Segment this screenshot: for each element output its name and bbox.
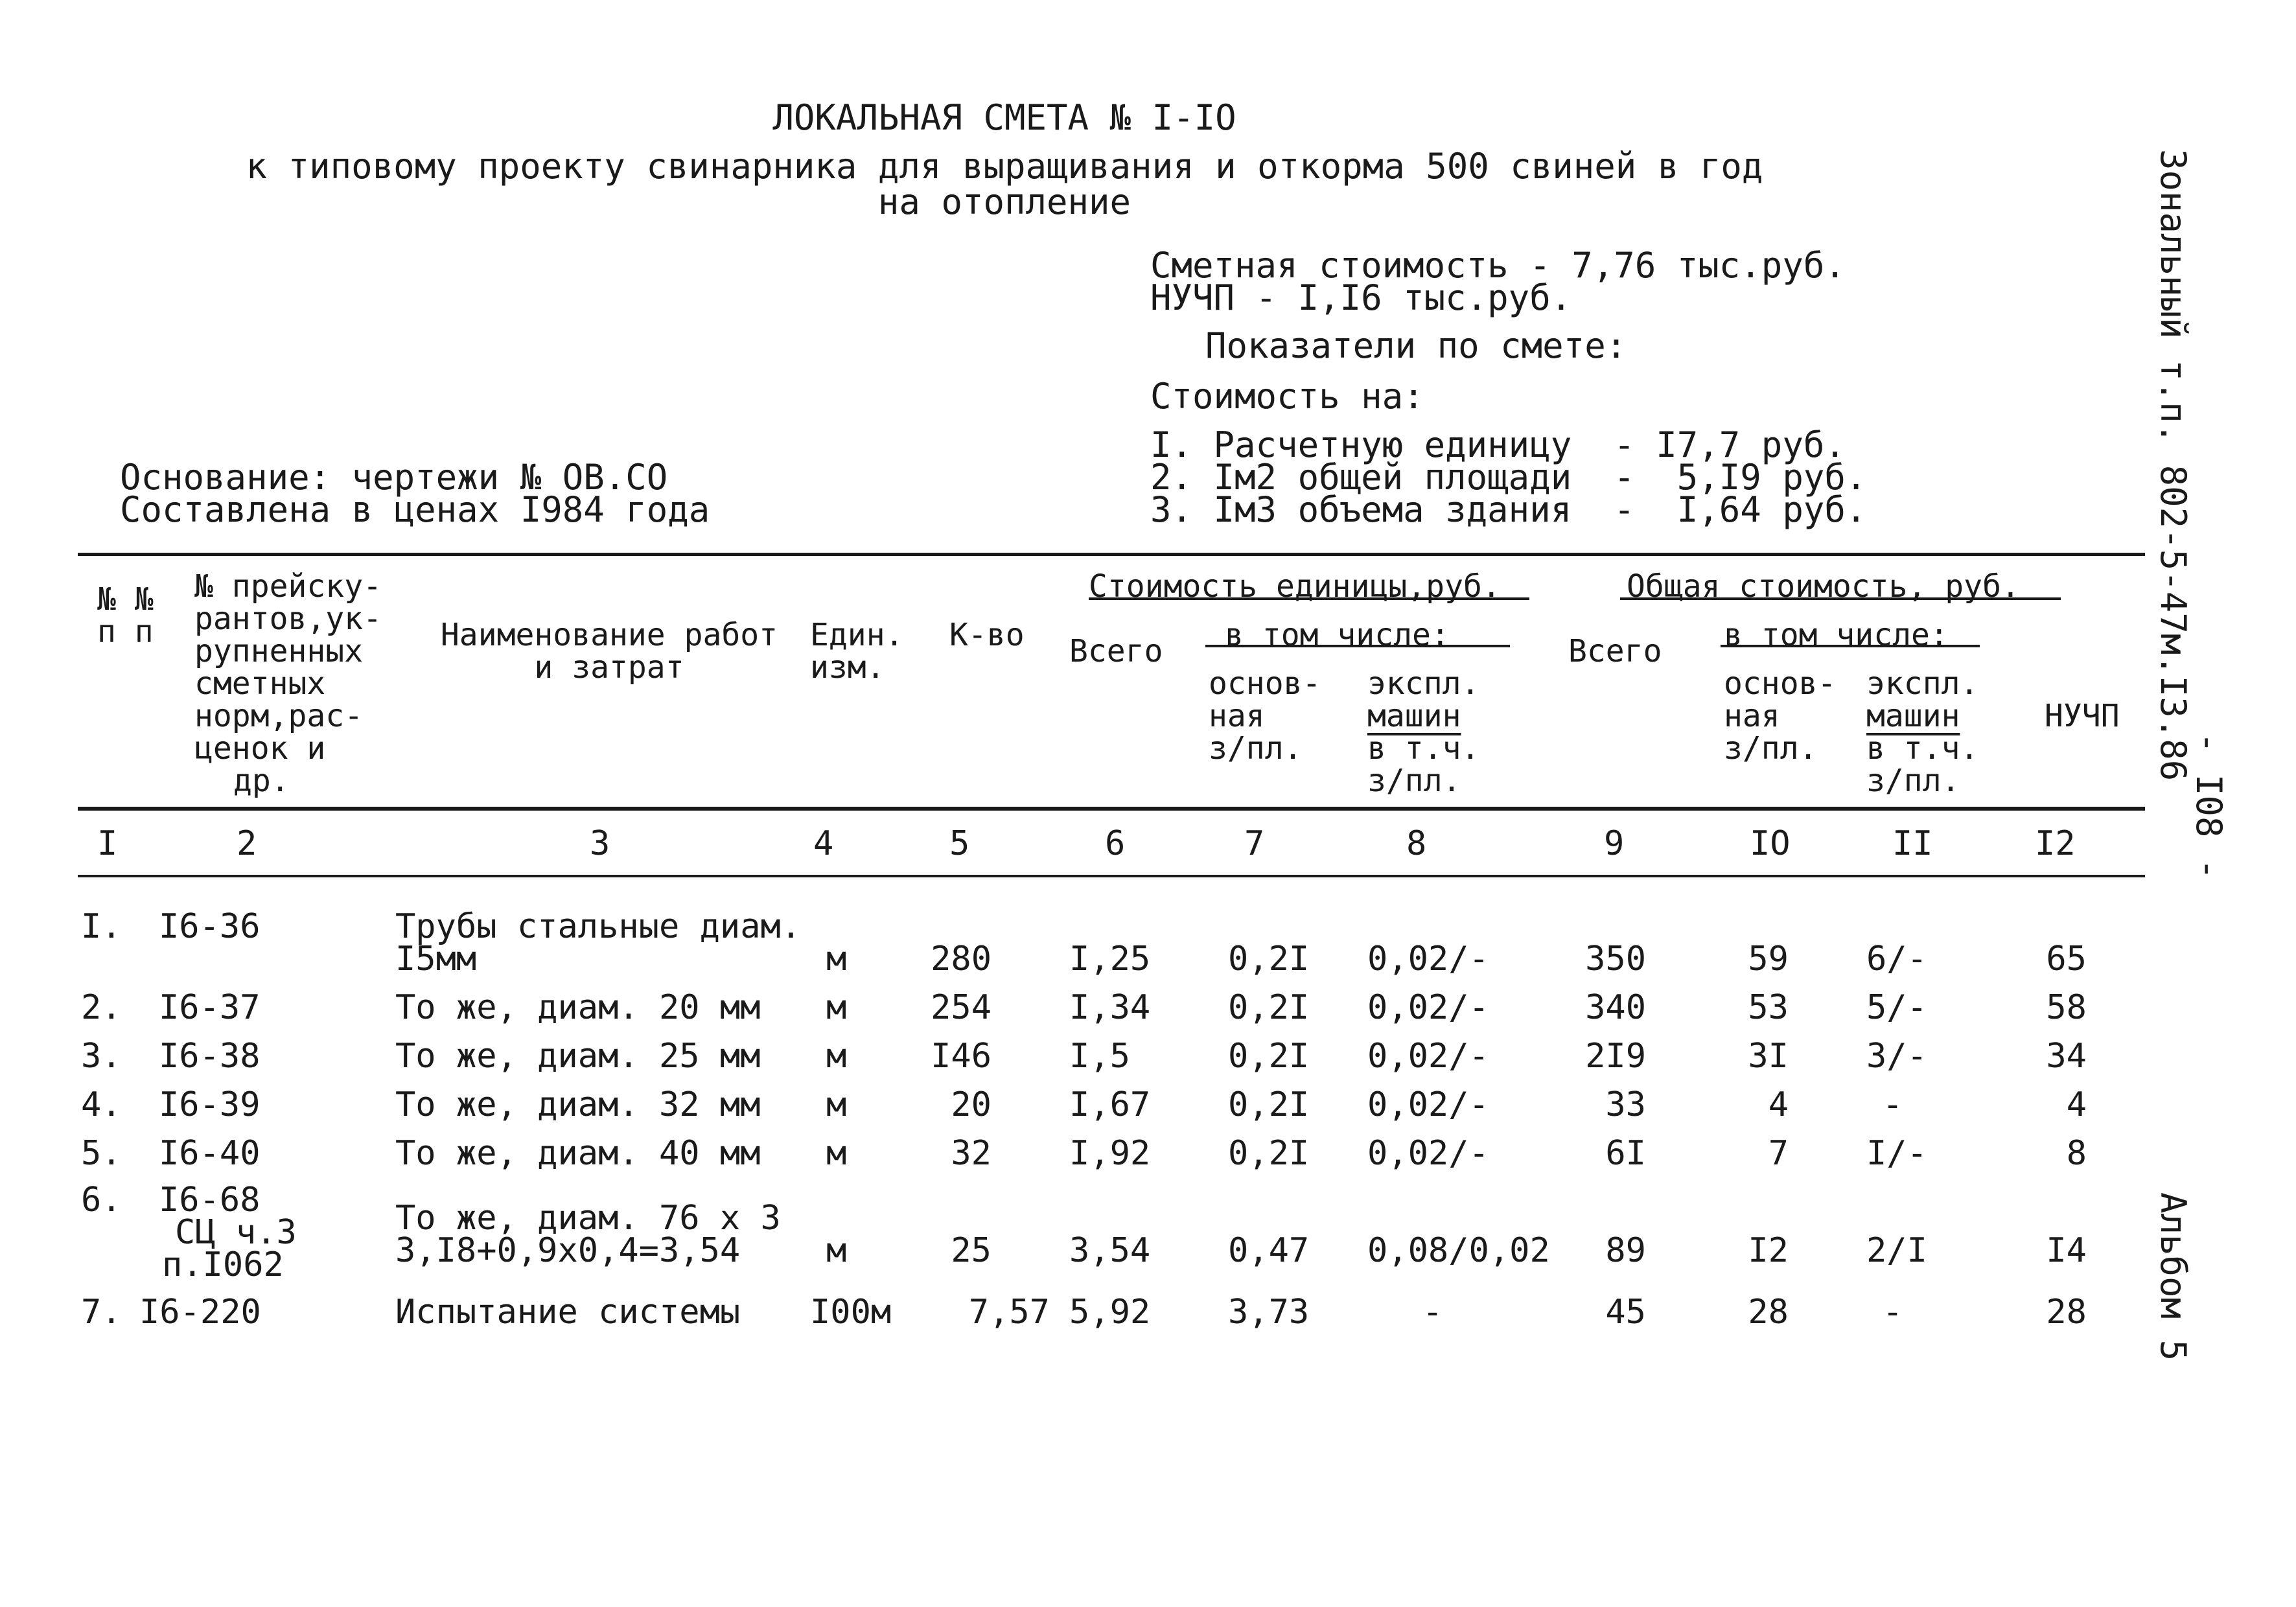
row-unit-total: I,67 [1069,1085,1151,1124]
row-unit: м [826,1134,847,1173]
header-total-incl: в том числе: [1724,617,1949,653]
row-total-machines: 5/- [1866,988,1927,1027]
row-unit-basic: 0,2I [1228,1037,1310,1076]
column-number: 2 [237,824,257,863]
document-subtitle: к типовому проекту свинарника для выращивания и откорма 500 свиней в год [246,146,1763,187]
row-unit-total: 5,92 [1069,1293,1151,1332]
row-total-basic: 3I [1748,1037,1789,1076]
row-quantity: 20 [951,1085,991,1124]
column-number: 8 [1406,824,1427,863]
row-number: 3. [81,1037,122,1076]
document-subtitle-purpose: на отопление [877,181,1131,222]
row-unit-total: I,25 [1069,940,1151,978]
row-price-code: I6-38 [159,1037,261,1076]
row-work-name: То же, диам. 20 мм [395,988,761,1027]
row-price-code: I6-40 [159,1134,261,1173]
header-total-machines: экспл. машин в т.ч. з/пл. [1866,665,1979,799]
row-unit-basic: 0,2I [1228,988,1310,1027]
header-quantity: К-во [949,617,1025,653]
row-unit-machines: 0,02/- [1367,988,1489,1027]
row-work-name: То же, диам. 32 мм [395,1085,761,1124]
column-number: 6 [1105,824,1126,863]
row-unit-basic: 0,2I [1228,1134,1310,1173]
row-unit-total: 3,54 [1069,1231,1151,1270]
row-quantity: 7,57 [968,1293,1050,1332]
row-unit-total: I,34 [1069,988,1151,1027]
row-total: 2I9 [1585,1037,1646,1076]
row-unit-basic: 0,2I [1228,1085,1310,1124]
column-number: 9 [1604,824,1625,863]
row-quantity: 25 [951,1231,991,1270]
document-title: ЛОКАЛЬНАЯ СМЕТА № I-IO [772,97,1236,138]
row-total: 45 [1605,1293,1646,1332]
margin-project-code: Зональный т.п. 802-5-47м.I3.86 [2153,149,2194,781]
basis-drawings: Основание: чертежи № ОВ.СО [120,457,668,498]
header-unit-cost-group: Стоимость единицы,руб. [1089,568,1501,605]
row-unit-machines: 0,02/- [1367,1037,1489,1076]
row-total-basic: 4 [1768,1085,1789,1124]
row-unit: I00м [810,1293,892,1332]
row-quantity: 254 [931,988,991,1027]
row-number: 5. [81,1134,122,1173]
row-total: 33 [1605,1085,1646,1124]
row-unit-total: I,5 [1069,1037,1130,1076]
row-nuchp: 8 [2066,1134,2087,1173]
row-price-code-ref: п.I062 [162,1245,284,1284]
row-quantity: 32 [951,1134,991,1173]
header-bottom-rule [78,807,2145,811]
column-numbers-rule [78,875,2145,877]
album-label: Альбом 5 [2153,1192,2194,1361]
row-total-machines: 6/- [1866,940,1927,978]
row-unit-machines: 0,08/0,02 [1367,1231,1550,1270]
header-total-basic: основ- ная з/пл. [1724,665,1837,767]
estimated-cost: Сметная стоимость - 7,76 тыс.руб. [1150,245,1846,286]
header-price-code: № прейску- рантов,ук- рупненных сметных норм,рас- ценок и др. [194,568,382,799]
row-price-code: I6-37 [159,988,261,1027]
row-work-name: То же, диам. 25 мм [395,1037,761,1076]
row-nuchp: 28 [2046,1293,2087,1332]
row-number: I. [81,907,122,946]
row-quantity: I46 [931,1037,991,1076]
basis-prices: Составлена в ценах I984 года [120,489,710,530]
row-unit: м [826,1231,847,1270]
header-nuchp: НУЧП [2045,698,2120,734]
row-price-code-ref: СЦ ч.3 [175,1213,297,1252]
row-unit-total: I,92 [1069,1134,1151,1173]
column-number: 7 [1244,824,1265,863]
row-unit-machines: - [1422,1293,1443,1332]
row-total: 340 [1585,988,1646,1027]
row-total-machines: I/- [1866,1134,1927,1173]
column-number: 4 [813,824,834,863]
row-unit-machines: 0,02/- [1367,1134,1489,1173]
row-nuchp: 34 [2046,1037,2087,1076]
cost-for-label: Стоимость на: [1150,376,1424,417]
row-total-basic: 28 [1748,1293,1789,1332]
row-total: 350 [1585,940,1646,978]
nuchp-total: НУЧП - I,I6 тыс.руб. [1150,277,1572,318]
column-number: I2 [2035,824,2076,863]
row-unit-basic: 3,73 [1228,1293,1310,1332]
column-number: I [97,824,118,863]
header-unit: Един. изм. [810,617,904,686]
row-total: 89 [1605,1231,1646,1270]
row-nuchp: I4 [2046,1231,2087,1270]
row-unit: м [826,1037,847,1076]
header-total-total: Всего [1568,633,1662,669]
row-work-name: То же, диам. 76 х 3 [395,1199,781,1238]
column-number: IO [1750,824,1791,863]
row-price-code: I6-39 [159,1085,261,1124]
column-number: 3 [590,824,610,863]
header-unit-basic: основ- ная з/пл. [1209,665,1321,767]
row-price-code: I6-36 [159,907,261,946]
row-work-name: Испытание системы [395,1293,741,1332]
row-unit-machines: 0,02/- [1367,1085,1489,1124]
row-number: 2. [81,988,122,1027]
row-unit-basic: 0,2I [1228,940,1310,978]
row-work-name: 3,I8+0,9х0,4=3,54 [395,1231,741,1270]
indicator-item: 2. Iм2 общей площади - 5,I9 руб. [1150,457,1867,498]
row-unit-basic: 0,47 [1228,1231,1310,1270]
row-total-basic: I2 [1748,1231,1789,1270]
table-top-rule [78,553,2145,556]
indicators-heading: Показатели по смете: [1205,325,1627,366]
row-unit: м [826,1085,847,1124]
row-work-name: I5мм [395,940,477,978]
column-number: 5 [949,824,970,863]
indicator-item: 3. Iм3 объема здания - I,64 руб. [1150,489,1867,530]
row-nuchp: 65 [2046,940,2087,978]
row-unit: м [826,988,847,1027]
row-total-machines: - [1883,1293,1903,1332]
row-nuchp: 58 [2046,988,2087,1027]
header-unit-machines: экспл. машин в т.ч. з/пл. [1367,665,1480,799]
row-quantity: 280 [931,940,991,978]
row-unit-machines: 0,02/- [1367,940,1489,978]
indicator-item: I. Расчетную единицу - I7,7 руб. [1150,424,1846,465]
row-number: 7. [81,1293,122,1332]
row-unit: м [826,940,847,978]
row-total: 6I [1605,1134,1646,1173]
header-total-cost-group: Общая стоимость, руб. [1627,568,2020,605]
row-number: 6. [81,1181,122,1220]
row-total-basic: 53 [1748,988,1789,1027]
column-number: II [1892,824,1933,863]
row-work-name: То же, диам. 40 мм [395,1134,761,1173]
row-price-code: I6-68 [159,1181,261,1220]
row-total-machines: - [1883,1085,1903,1124]
row-nuchp: 4 [2066,1085,2087,1124]
row-total-machines: 2/I [1866,1231,1927,1270]
row-total-machines: 3/- [1866,1037,1927,1076]
page-number: - I08 - [2188,732,2229,880]
header-work-name: Наименование работ и затрат [440,617,778,686]
header-unit-incl: в том числе: [1225,617,1450,653]
row-work-name: Трубы стальные диам. [395,907,802,946]
row-total-basic: 59 [1748,940,1789,978]
row-number: 4. [81,1085,122,1124]
header-row-number: № № п п [97,581,154,650]
row-price-code: I6-220 [139,1293,261,1332]
row-total-basic: 7 [1768,1134,1789,1173]
header-unit-total: Всего [1069,633,1163,669]
